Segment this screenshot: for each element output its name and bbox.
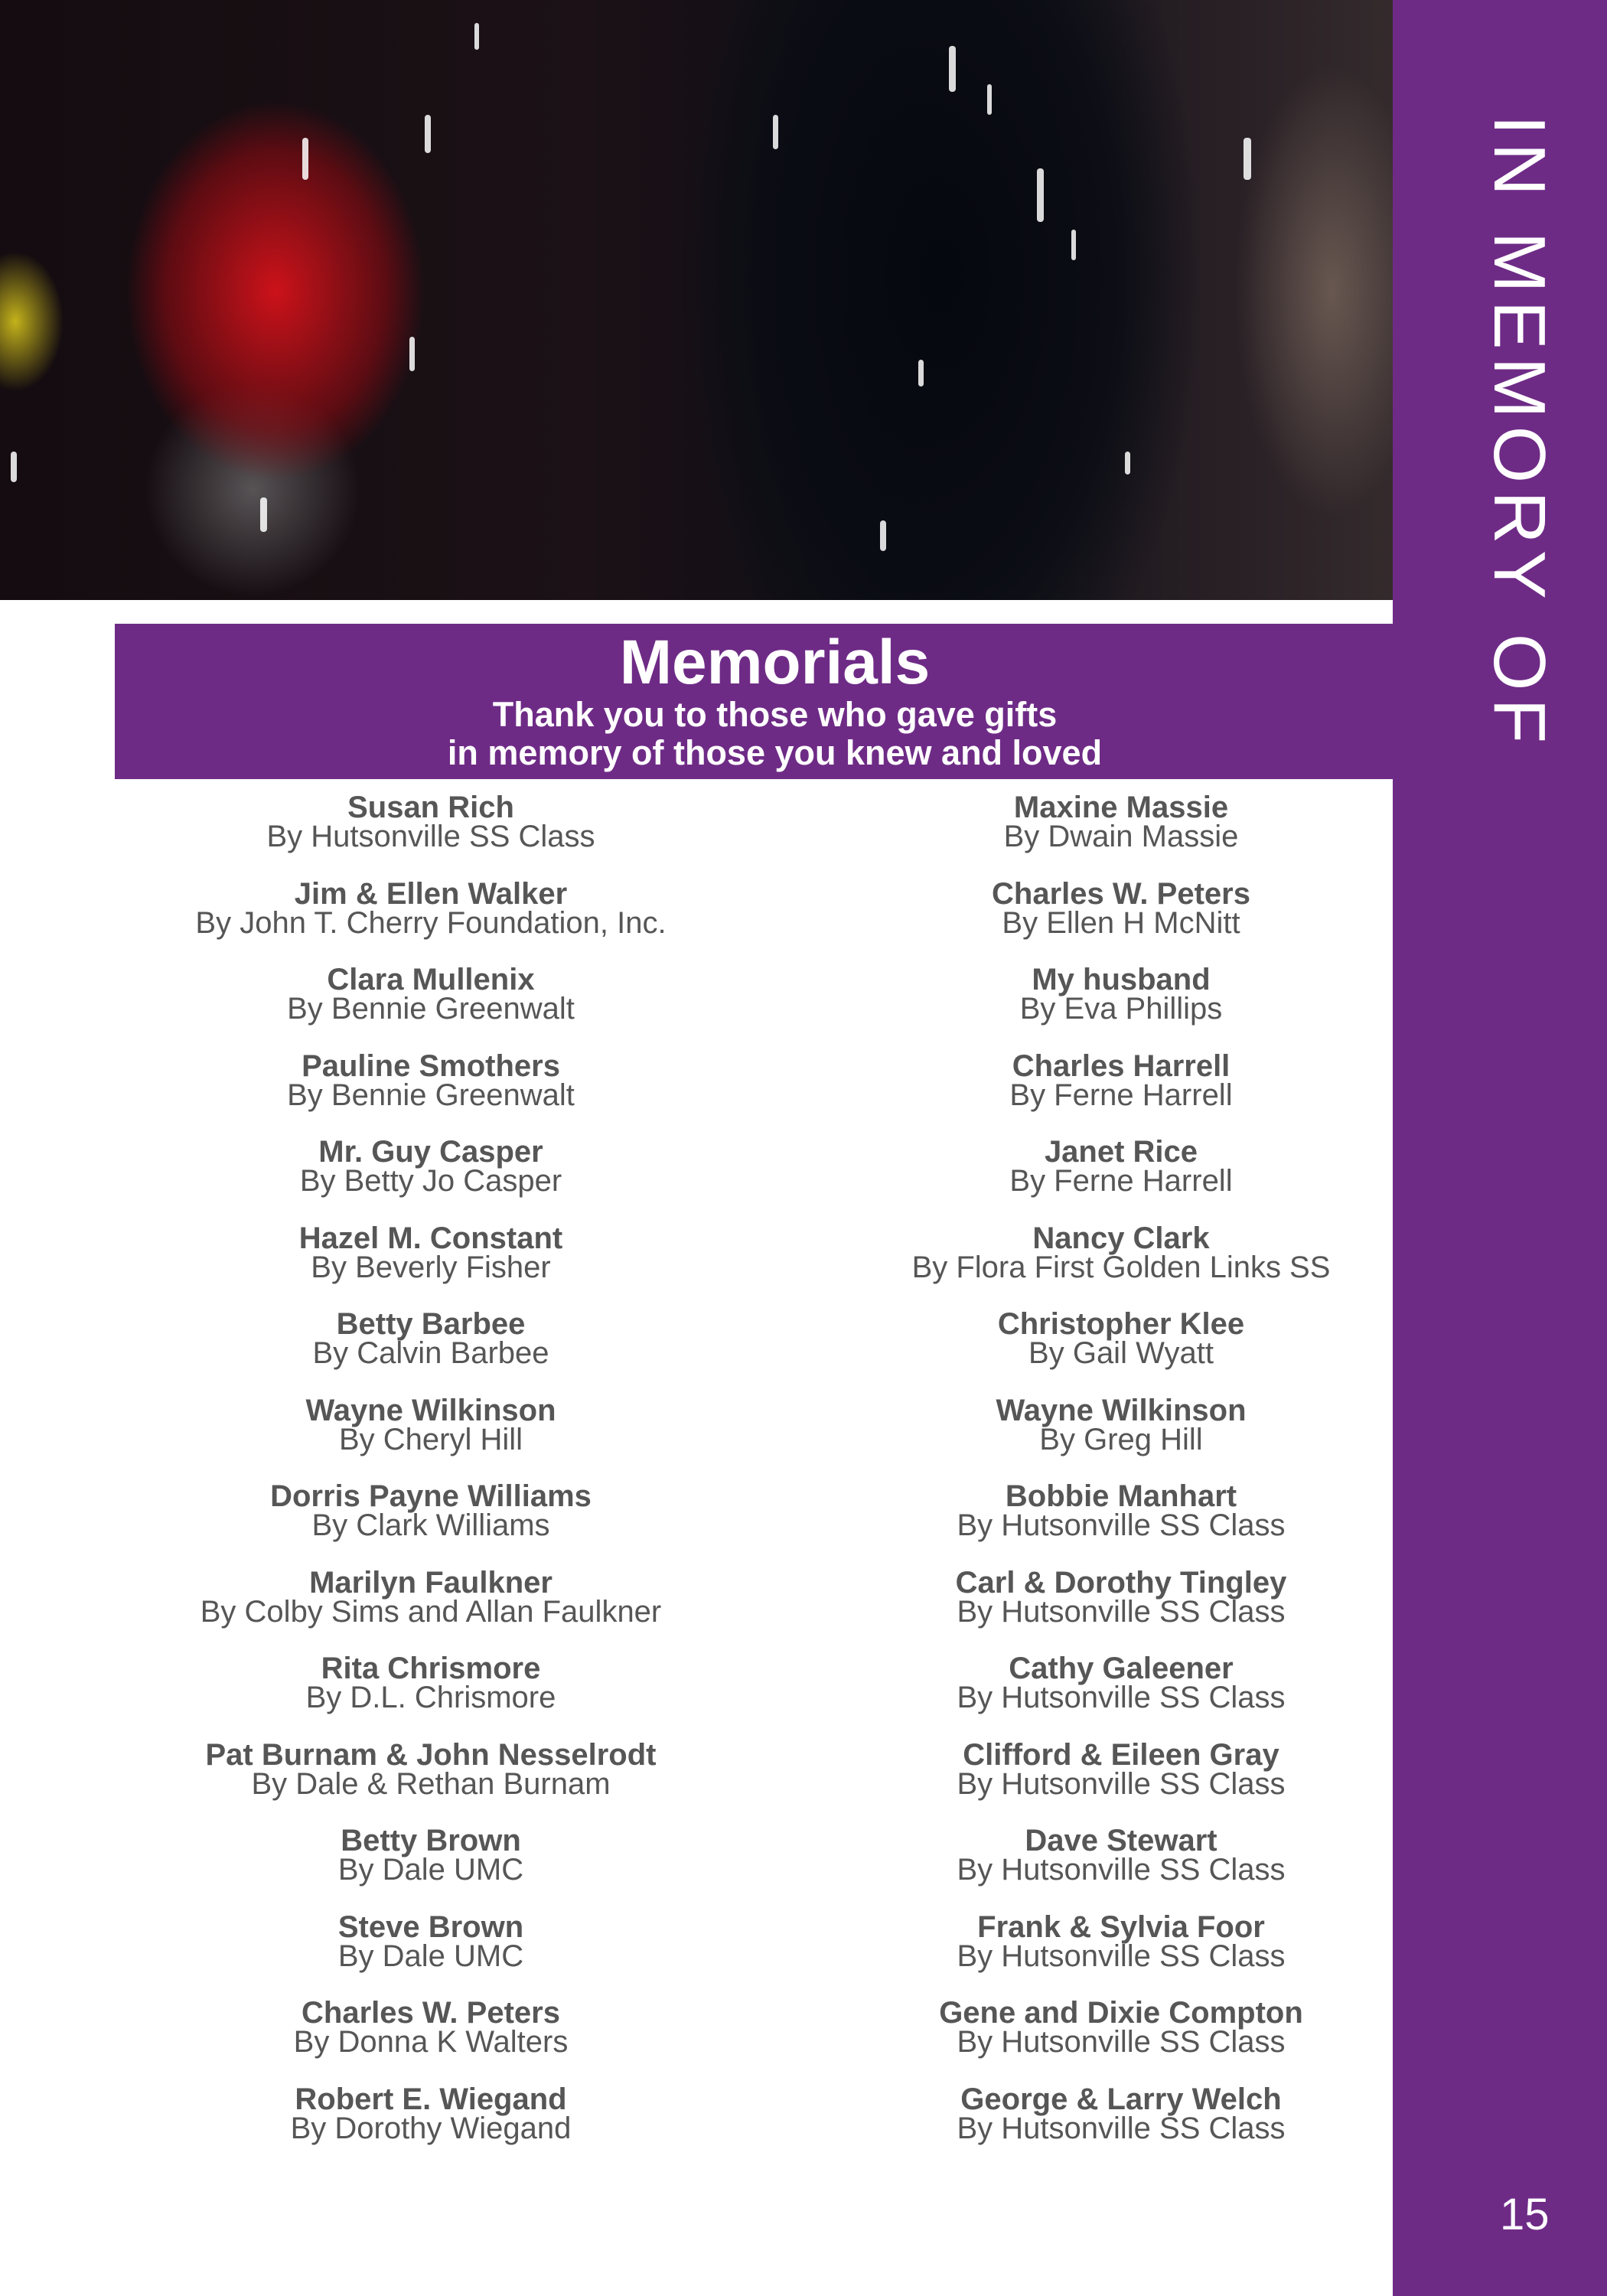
honoree-name: Clara Mullenix (327, 963, 535, 996)
memorial-entry (792, 1565, 1450, 1655)
memorial-entry (792, 1393, 1450, 1482)
memorial-entry (792, 965, 1450, 1052)
honoree-name: Janet Rice (1044, 1135, 1198, 1169)
donor: By John T. Cherry Foundation, Inc. (195, 905, 667, 940)
donor: By Donna K Walters (293, 2025, 569, 2059)
donor: By Colby Sims and Allan Faulkner (200, 1594, 662, 1629)
memorial-entry (102, 1737, 760, 1827)
honoree-name: Clifford & Eileen Gray (963, 1737, 1279, 1772)
memorial-entry (792, 1737, 1450, 1827)
memorial-entry (792, 2082, 1450, 2171)
page-number: 15 (1500, 2190, 1550, 2239)
honoree-name: Carl & Dorothy Tingley (955, 1565, 1287, 1600)
donor: By Hutsonville SS Class (957, 1766, 1286, 1801)
memorial-entry (792, 1221, 1450, 1310)
honoree-name: Wayne Wilkinson (305, 1393, 556, 1427)
honoree-name: Hazel M. Constant (298, 1221, 563, 1255)
donor: By Dale & Rethan Burnam (251, 1766, 611, 1801)
donor: By Hutsonville SS Class (957, 2025, 1286, 2059)
memorial-entry (102, 2082, 760, 2171)
honoree-name: Bobbie Manhart (1005, 1479, 1237, 1513)
honoree-name: Steve Brown (337, 1910, 524, 1944)
memorial-entry (102, 793, 760, 879)
memorial-entry (102, 965, 760, 1052)
honoree-name: Pat Burnam & John Nesselrodt (205, 1737, 657, 1772)
honoree-name: Rita Chrismore (321, 1652, 541, 1685)
donor: By Hutsonville SS Class (957, 1508, 1286, 1542)
honoree-name: My husband (1032, 963, 1211, 996)
memorial-entry (102, 1137, 760, 1224)
memorial-entry (792, 1998, 1450, 2085)
honoree-name: Mr. Guy Casper (318, 1135, 543, 1169)
donor: By Hutsonville SS Class (957, 2111, 1286, 2145)
memorial-entry (102, 1221, 760, 1310)
donor: By Cheryl Hill (338, 1422, 523, 1456)
donor: By Ferne Harrell (1009, 1164, 1233, 1198)
honoree-name: Wayne Wilkinson (996, 1393, 1247, 1427)
donor: By Hutsonville SS Class (957, 1594, 1286, 1629)
donor: By Hutsonville SS Class (957, 1939, 1286, 1973)
donor: By Hutsonville SS Class (957, 1681, 1286, 1714)
honoree-name: Jim & Ellen Walker (294, 876, 568, 911)
honoree-name: Dorris Payne Williams (270, 1479, 592, 1513)
left-column (102, 793, 760, 2170)
honoree-name: Betty Brown (341, 1824, 521, 1857)
page-title: Memorials (619, 628, 931, 697)
donor: By Clark Williams (311, 1508, 550, 1542)
donor: By Dwain Massie (1003, 820, 1239, 853)
donor: By D.L. Chrismore (305, 1681, 556, 1714)
honoree-name: Gene and Dixie Compton (939, 1996, 1303, 2030)
donor: By Bennie Greenwalt (287, 992, 575, 1026)
donor: By Bennie Greenwalt (287, 1078, 575, 1112)
memorial-entry (792, 1309, 1450, 1396)
memorial-entry (102, 876, 760, 966)
donor: By Betty Jo Casper (299, 1164, 562, 1198)
donor: By Hutsonville SS Class (957, 1853, 1286, 1887)
subtitle-line-1: Thank you to those who gave gifts (492, 695, 1058, 735)
memorial-entry (792, 1654, 1450, 1740)
donor: By Dale UMC (337, 1853, 524, 1887)
donor: By Greg Hill (1039, 1422, 1203, 1456)
honoree-name: Cathy Galeener (1009, 1652, 1234, 1685)
memorial-entry (792, 793, 1450, 879)
memorial-entry (102, 1910, 760, 1999)
memorial-entry (102, 1998, 760, 2085)
memorial-entry (102, 1826, 760, 1913)
honoree-name: Susan Rich (347, 791, 514, 824)
memorial-entry (102, 1654, 760, 1740)
donor: By Gail Wyatt (1028, 1336, 1214, 1370)
donor: By Ellen H McNitt (1002, 905, 1240, 940)
memorial-entry (102, 1309, 760, 1396)
memorial-entry (102, 1393, 760, 1482)
donor: By Calvin Barbee (312, 1336, 549, 1370)
memorial-entry (792, 1137, 1450, 1224)
memorial-entry (792, 1826, 1450, 1913)
honoree-name: George & Larry Welch (960, 2082, 1282, 2116)
honoree-name: Charles Harrell (1012, 1049, 1231, 1083)
donor: By Flora First Golden Links SS (911, 1250, 1331, 1284)
donor: By Ferne Harrell (1009, 1078, 1233, 1112)
memorial-entry (792, 1049, 1450, 1138)
honoree-name: Charles W. Peters (302, 1996, 560, 2030)
honoree-name: Dave Stewart (1025, 1824, 1217, 1857)
honoree-name: Charles W. Peters (992, 876, 1250, 911)
donor: By Dorothy Wiegand (290, 2111, 572, 2145)
memorial-entry (792, 1910, 1450, 1999)
header-band (115, 624, 1435, 779)
memorial-entry (792, 876, 1450, 966)
memorial-entry (102, 1479, 760, 1568)
right-column (792, 793, 1450, 2170)
donor: By Beverly Fisher (311, 1250, 551, 1284)
subtitle-line-2: in memory of those you knew and loved (447, 732, 1103, 772)
honoree-name: Pauline Smothers (302, 1049, 560, 1083)
honoree-name: Frank & Sylvia Foor (977, 1910, 1265, 1944)
memorial-entry (792, 1479, 1450, 1568)
memorial-entry (102, 1049, 760, 1138)
honoree-name: Christopher Klee (997, 1307, 1245, 1341)
donor: By Eva Phillips (1019, 992, 1223, 1026)
donor: By Dale UMC (337, 1939, 524, 1973)
hero-photo (0, 0, 1469, 600)
honoree-name: Maxine Massie (1013, 791, 1229, 824)
donor: By Hutsonville SS Class (266, 820, 595, 853)
honoree-name: Marilyn Faulkner (309, 1565, 553, 1600)
honoree-name: Betty Barbee (336, 1307, 526, 1341)
honoree-name: Robert E. Wiegand (295, 2082, 567, 2116)
side-title: IN MEMORY OF (1478, 115, 1560, 752)
memorial-entry (102, 1565, 760, 1655)
honoree-name: Nancy Clark (1032, 1221, 1210, 1255)
